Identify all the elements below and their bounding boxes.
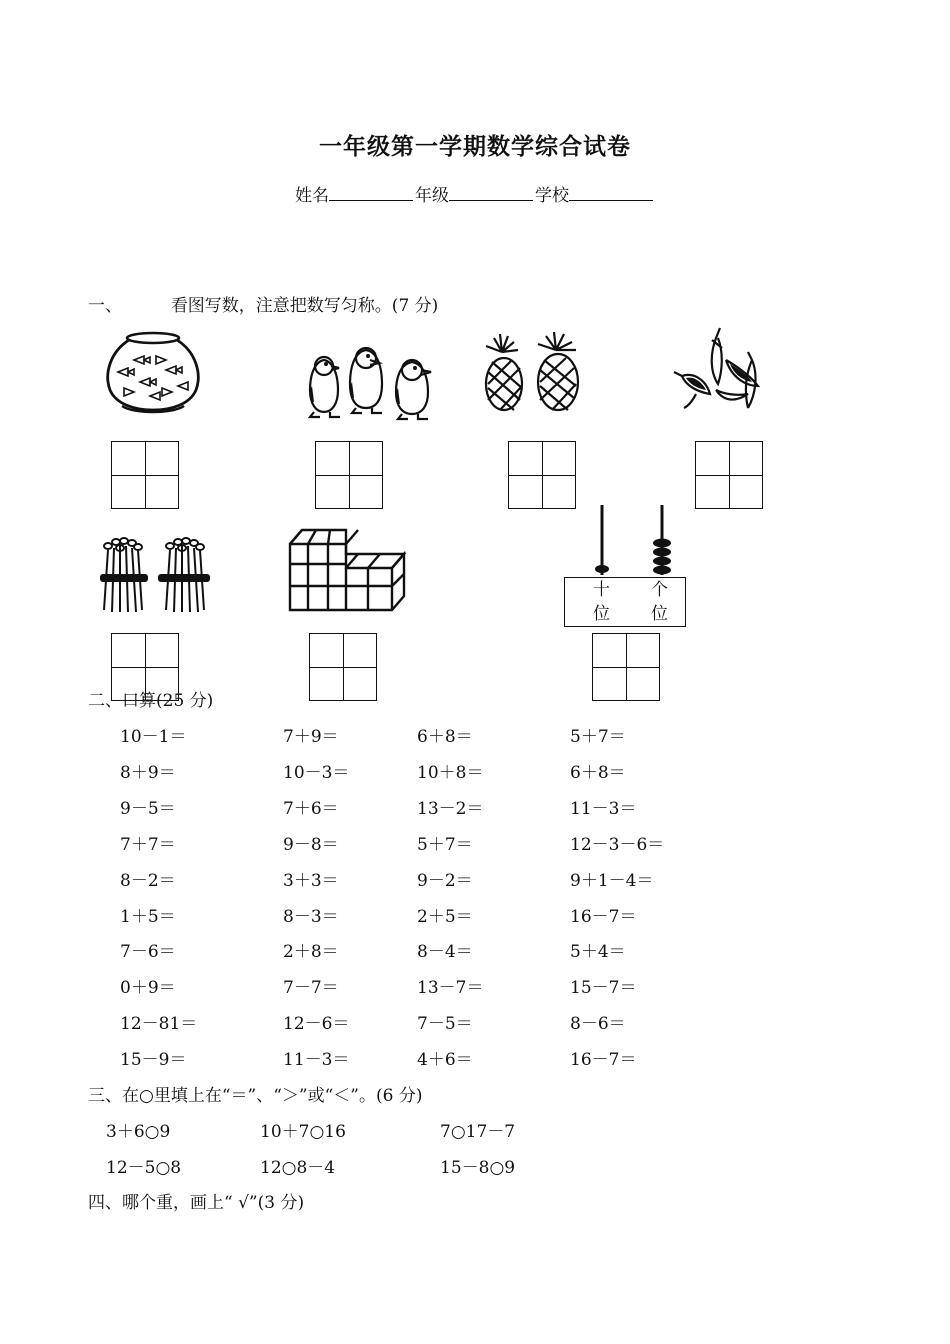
section2-heading: 二、口算(25 分) [88,691,214,711]
drill-problem[interactable]: 15－7＝ [570,978,637,998]
drill-problem[interactable]: 13－7＝ [417,978,484,998]
abacus-frame [564,577,686,627]
drill-problem[interactable]: 11－3＝ [283,1050,350,1070]
drill-problem[interactable]: 9－5＝ [120,799,176,819]
drill-problem[interactable]: 16－7＝ [570,907,637,927]
drill-problem[interactable]: 7－7＝ [283,978,339,998]
name-label: 姓名 [295,186,329,206]
answer-box-7[interactable] [592,633,660,701]
drill-problem[interactable]: 7－5＝ [417,1014,473,1034]
drill-problem[interactable]: 6＋8＝ [417,727,473,747]
drill-problem[interactable]: 1＋5＝ [120,907,176,927]
grade-label: 年级 [415,186,449,206]
drill-problem[interactable]: 12－6＝ [283,1014,350,1034]
comparison-problem[interactable]: 10＋7○16 [260,1122,346,1142]
drill-problem[interactable]: 9－8＝ [283,835,339,855]
ones-label-top: 个 [651,580,668,600]
page-title: 一年级第一学期数学综合试卷 [319,133,631,160]
section1-instruction: 看图写数，注意把数写匀称。(7 分) [170,296,439,316]
section1-number: 一、 [88,296,122,316]
drill-problem[interactable]: 8－3＝ [283,907,339,927]
ones-label-bottom: 位 [651,604,668,624]
tens-label-top: 十 [593,580,610,600]
drill-problem[interactable]: 9－2＝ [417,871,473,891]
drill-problem[interactable]: 8＋9＝ [120,763,176,783]
name-blank[interactable] [329,182,413,201]
comparison-problem[interactable]: 3＋6○9 [106,1122,171,1142]
drill-problem[interactable]: 4＋6＝ [417,1050,473,1070]
drill-problem[interactable]: 5＋7＝ [570,727,626,747]
school-label: 学校 [535,186,569,206]
drill-problem[interactable]: 16－7＝ [570,1050,637,1070]
section1-heading [88,291,438,316]
drill-problem[interactable]: 6＋8＝ [570,763,626,783]
drill-problem[interactable]: 7－6＝ [120,942,176,962]
drill-problem[interactable]: 7＋9＝ [283,727,339,747]
drill-problem[interactable]: 12－81＝ [120,1014,198,1034]
answer-box-6[interactable] [309,633,377,701]
drill-problem[interactable]: 2＋5＝ [417,907,473,927]
drill-problem[interactable]: 10＋8＝ [417,763,484,783]
section3-heading: 三、在○里填上在“＝”、“＞”或“＜”。(6 分) [88,1086,423,1106]
fish-bowl-icon [104,330,202,416]
drill-problem[interactable]: 8－2＝ [120,871,176,891]
comparison-problem[interactable]: 7○17－7 [440,1122,516,1142]
abacus-rods [564,505,688,577]
drill-problem[interactable]: 5＋4＝ [570,942,626,962]
answer-box-3[interactable] [508,441,576,509]
answer-box-4[interactable] [695,441,763,509]
drill-problem[interactable]: 8－4＝ [417,942,473,962]
drill-problem[interactable]: 0＋9＝ [120,978,176,998]
drill-problem[interactable]: 2＋8＝ [283,942,339,962]
stick-bundles-icon [100,536,214,616]
answer-box-1[interactable] [111,441,179,509]
comparison-problem[interactable]: 12－5○8 [106,1158,182,1178]
drill-problem[interactable]: 7＋6＝ [283,799,339,819]
tens-label-bottom: 位 [593,604,610,624]
drill-problem[interactable]: 9＋1－4＝ [570,871,654,891]
drill-problem[interactable]: 7＋7＝ [120,835,176,855]
drill-problem[interactable]: 3＋3＝ [283,871,339,891]
comparison-problem[interactable]: 15－8○9 [440,1158,516,1178]
student-info-line [0,181,950,206]
drill-problem[interactable]: 5＋7＝ [417,835,473,855]
pineapples-icon [472,332,588,416]
drill-problem[interactable]: 8－6＝ [570,1014,626,1034]
penguins-icon [300,346,438,422]
drill-problem[interactable]: 12－3－6＝ [570,835,665,855]
school-blank[interactable] [569,182,653,201]
cube-blocks-icon [286,524,406,612]
grade-blank[interactable] [449,182,533,201]
section4-heading: 四、哪个重，画上“ √”(3 分) [88,1193,305,1213]
answer-box-2[interactable] [315,441,383,509]
drill-problem[interactable]: 10－1＝ [120,727,187,747]
abacus-icon [564,505,688,627]
drill-problem[interactable]: 11－3＝ [570,799,637,819]
drill-problem[interactable]: 10－3＝ [283,763,350,783]
comparison-problem[interactable]: 12○8－4 [260,1158,336,1178]
drill-problem[interactable]: 15－9＝ [120,1050,187,1070]
drill-problem[interactable]: 13－2＝ [417,799,484,819]
peppers-icon [666,324,776,414]
